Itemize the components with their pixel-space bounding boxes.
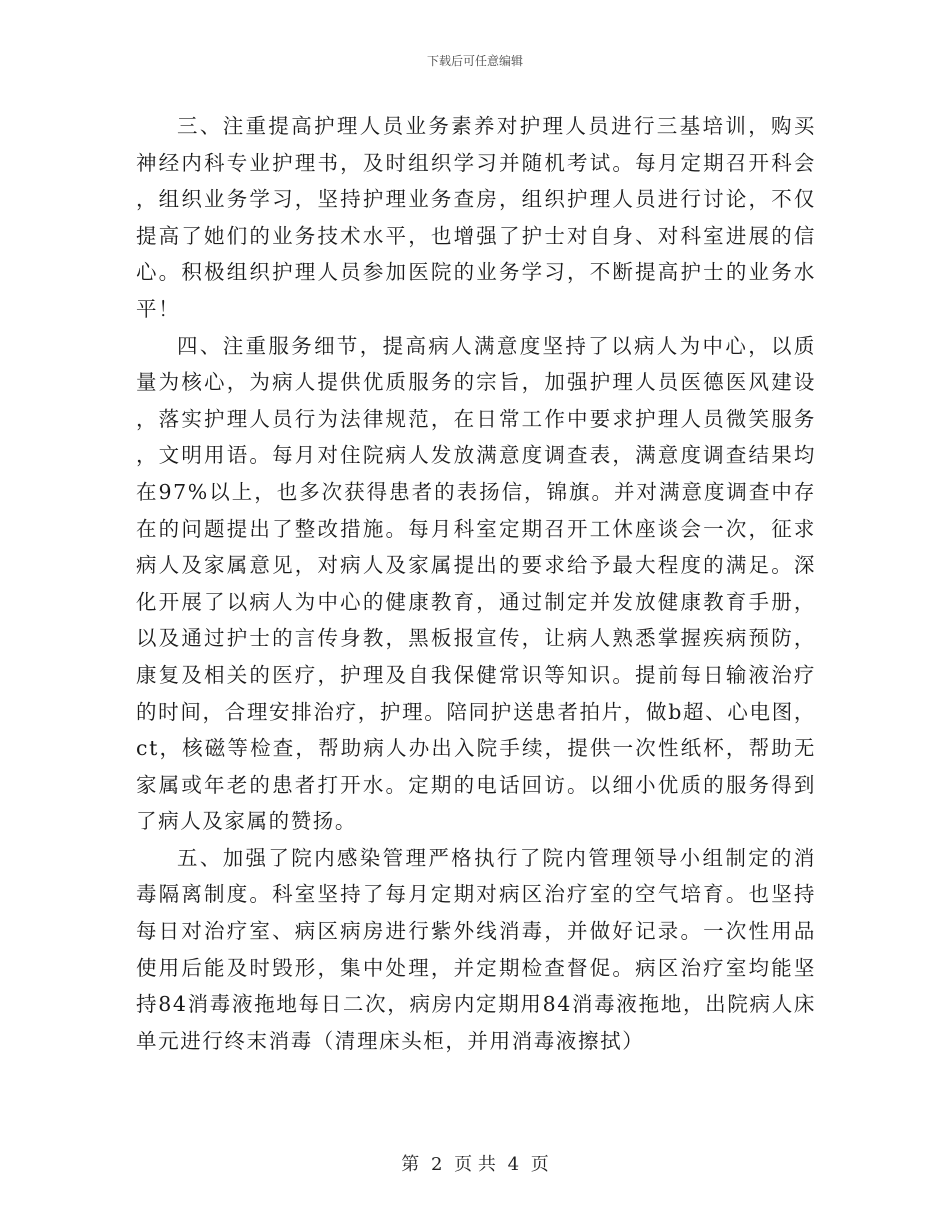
paragraph-training: 三、注重提高护理人员业务素养对护理人员进行三基培训，购买神经内科专业护理书，及时组织学习并随机考试。每月定期召开科会，组织业务学习，坚持护理业务查房，组织护理人员进行讨论，不仅提高了她们的业务技术水平，也增强了护士对自身、对科室进展的信心。积极组织护理人员参加医院的业务学习，不断提高护士的业务水平！	[136, 114, 816, 321]
footer-prefix: 第	[401, 1154, 420, 1175]
footer-suffix: 页	[530, 1154, 549, 1175]
paragraph-infection-control: 五、加强了院内感染管理严格执行了院内管理领导小组制定的消毒隔离制度。科室坚持了每月定期对病区治疗室的空气培育。也坚持每日对治疗室、病区病房进行紫外线消毒，并做好记录。一次性用品使用后能及时毁形，集中处理，并定期检查督促。病区治疗室均能坚持84消毒液拖地每日二次，病房内定期用84消毒液拖地，出院病人床单元进行终末消毒（清理床头柜，并用消毒液擦拭）	[136, 845, 816, 1053]
current-page-number: 2	[430, 1154, 443, 1175]
page-footer	[0, 1150, 950, 1176]
page-header: 下载后可任意编辑	[426, 54, 523, 68]
document-body	[136, 108, 816, 1059]
total-page-number: 4	[507, 1154, 520, 1175]
paragraph-service: 四、注重服务细节，提高病人满意度坚持了以病人为中心，以质量为核心，为病人提供优质服务的宗旨，加强护理人员医德医风建设，落实护理人员行为法律规范，在日常工作中要求护理人员微笑服务，文明用语。每月对住院病人发放满意度调查表，满意度调查结果均在97%以上，也多次获得患者的表扬信，锦旗。并对满意度调查中存在的问题提出了整改措施。每月科室定期召开工休座谈会一次，征求病人及家属意见，对病人及家属提出的要求给予最大程度的满足。深化开展了以病人为中心的健康教育，通过制定并发放健康教育手册，以及通过护士的言传身教，黑板报宣传，让病人熟悉掌握疾病预防，康复及相关的医疗，护理及自我保健常识等知识。提前每日输液治疗的时间，合理安排治疗，护理。陪同护送患者拍片，做b超、心电图，ct，核磁等检查，帮助病人办出入院手续，提供一次性纸杯，帮助无家属或年老的患者打开水。定期的电话回访。以细小优质的服务得到了病人及家属的赞扬。	[136, 333, 816, 834]
footer-middle: 页 共	[454, 1154, 496, 1175]
